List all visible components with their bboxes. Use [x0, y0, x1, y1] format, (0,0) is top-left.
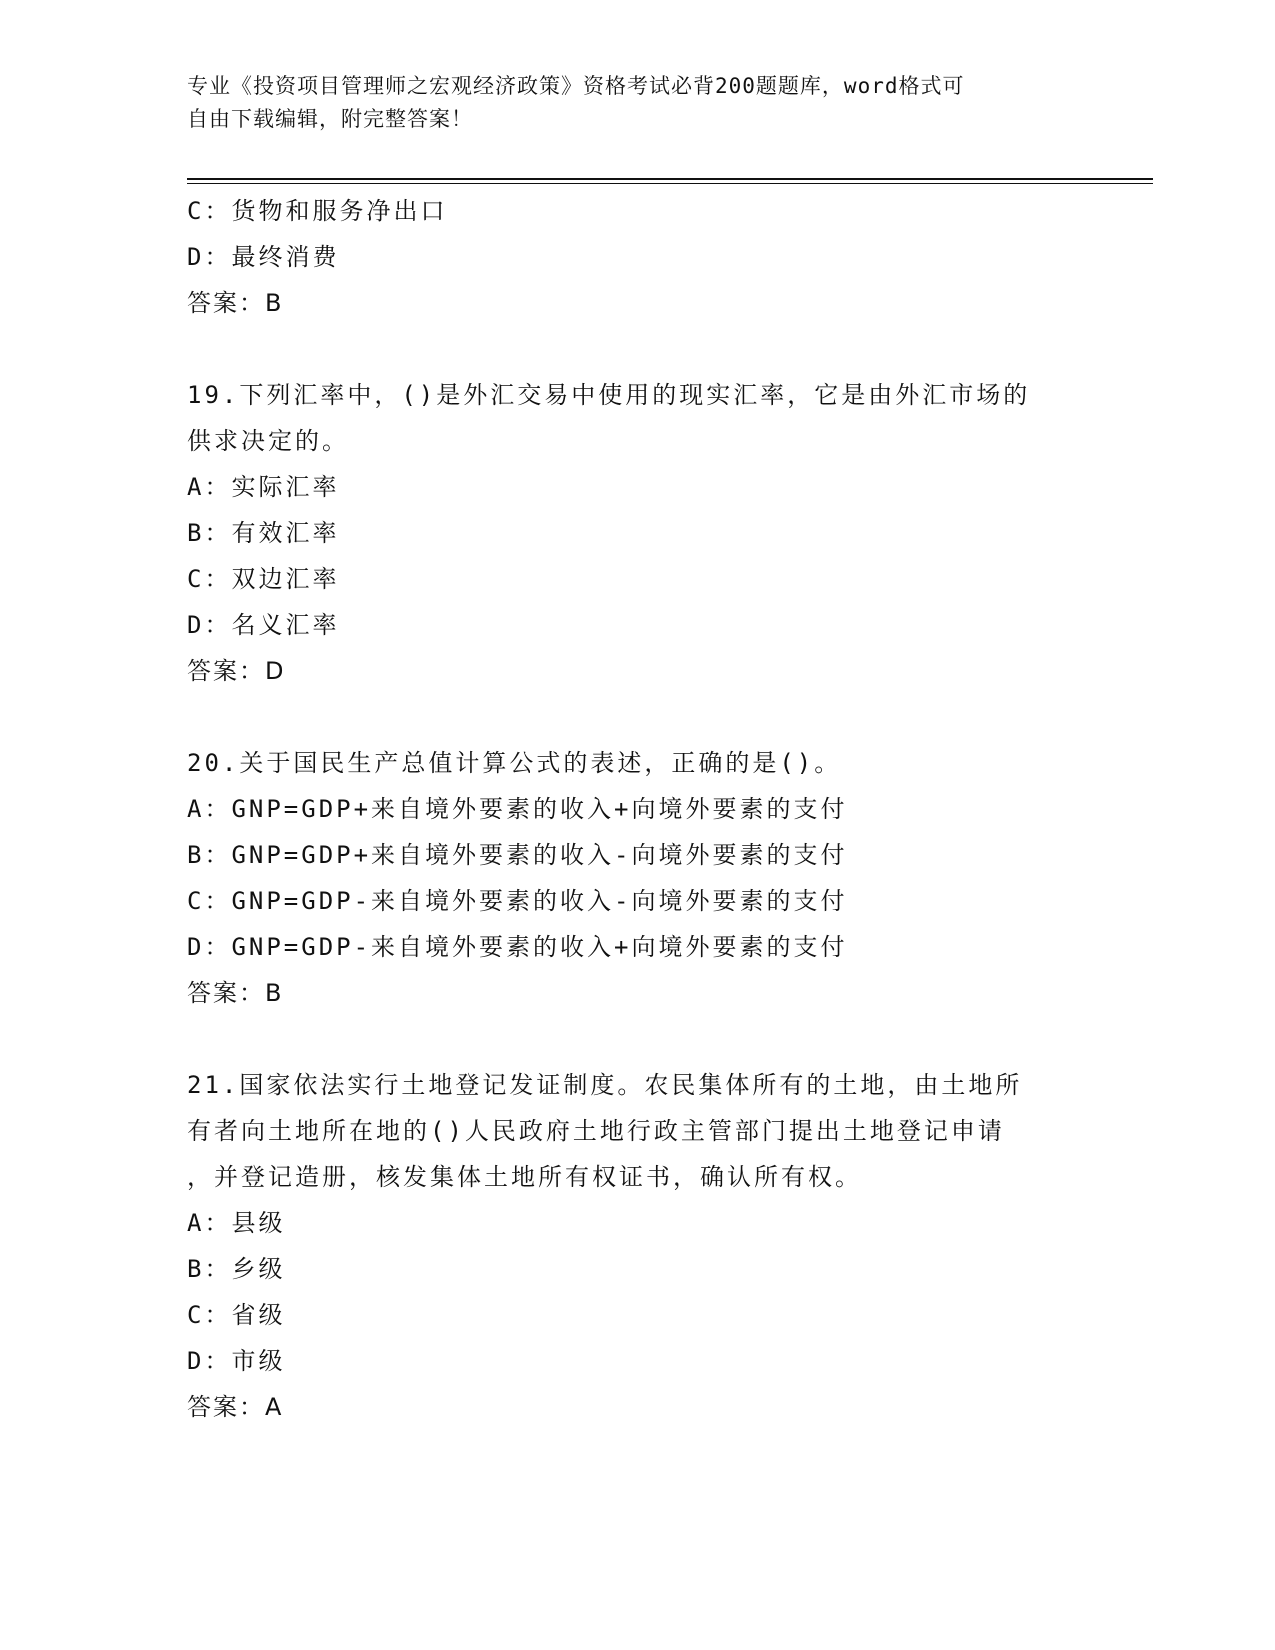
answer: 答案：B	[187, 979, 284, 1007]
header-line-2: 自由下载编辑，附完整答案！	[187, 107, 473, 131]
answer: 答案：B	[187, 289, 284, 317]
option-d: D：市级	[187, 1347, 286, 1375]
answer: 答案：A	[187, 1393, 284, 1421]
question-stem-line: ，并登记造册，核发集体土地所有权证书，确认所有权。	[187, 1163, 862, 1191]
spacer	[187, 326, 1087, 372]
question-stem-line: 21.国家依法实行土地登记发证制度。农民集体所有的土地，由土地所	[187, 1071, 1023, 1099]
option-c: C：GNP=GDP-来自境外要素的收入-向境外要素的支付	[187, 887, 848, 915]
option-b: B：GNP=GDP+来自境外要素的收入-向境外要素的支付	[187, 841, 848, 869]
question-stem-line: 有者向土地所在地的()人民政府土地行政主管部门提出土地登记申请	[187, 1117, 1005, 1145]
document-header	[187, 70, 1087, 136]
option-a: A：县级	[187, 1209, 286, 1237]
option-a: A：实际汇率	[187, 473, 340, 501]
document-body	[187, 188, 1087, 1430]
header-rule-thick	[187, 178, 1153, 180]
spacer	[187, 694, 1087, 740]
option-d: D：名义汇率	[187, 611, 340, 639]
option-a: A：GNP=GDP+来自境外要素的收入+向境外要素的支付	[187, 795, 848, 823]
answer: 答案：D	[187, 657, 286, 685]
option-c: C：货物和服务净出口	[187, 197, 448, 225]
option-b: B：有效汇率	[187, 519, 340, 547]
spacer	[187, 1016, 1087, 1062]
question-21	[187, 1062, 1087, 1430]
option-d: D：GNP=GDP-来自境外要素的收入+向境外要素的支付	[187, 933, 848, 961]
header-rule-thin	[187, 183, 1153, 184]
option-c: C：省级	[187, 1301, 286, 1329]
option-c: C：双边汇率	[187, 565, 340, 593]
option-d: D：最终消费	[187, 243, 340, 271]
option-b: B：乡级	[187, 1255, 286, 1283]
question-19	[187, 372, 1087, 694]
question-stem-line: 20.关于国民生产总值计算公式的表述，正确的是()。	[187, 749, 842, 777]
question-stem-line: 19.下列汇率中，()是外汇交易中使用的现实汇率，它是由外汇市场的	[187, 381, 1031, 409]
header-line-1: 专业《投资项目管理师之宏观经济政策》资格考试必背200题题库，word格式可	[187, 74, 965, 98]
previous-question-tail	[187, 188, 1087, 326]
question-20	[187, 740, 1087, 1016]
question-stem-line: 供求决定的。	[187, 427, 349, 455]
